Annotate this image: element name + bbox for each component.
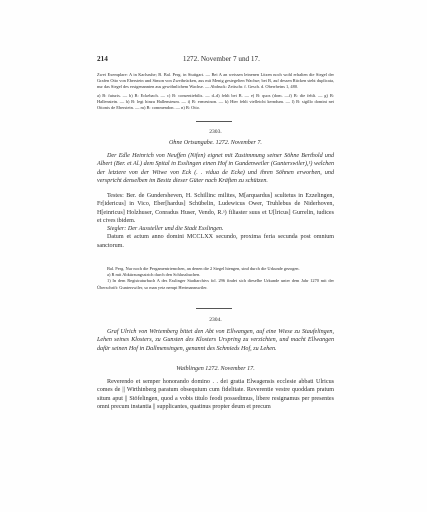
doc-place-date: Ohne Ortsangabe. 1272. November 7. [169, 140, 262, 146]
doc-summary [97, 328, 334, 353]
page-number: 214 [97, 55, 108, 63]
top-note-source: Zwei Exemplare: A in Karlsruhe; B. Bal. Perg. in Stuttgart. — Bei A an weissen leinenen Litzen noch wohl erhalten die Siegel der Grafen Otto von Eberstein und Simon von Zweibrücken, aus mit Menig gesiegelten Wachse; bei B, auf dessen Rücken steht duplicata, nur das Siegel des erstgenannten aus gewöhnlichem Wachse. — Abdruck: Zeitschr. f. Gesch. d. Oberrheins 1, 480. [97, 72, 334, 90]
page-header [97, 55, 335, 63]
doc-note: Bal. Perg. Nur noch die Pergamentriemchen, an denen die 2 Siegel hiengen, sind durch die Urkunde gezogen. [107, 266, 300, 271]
doc-witnesses: Testes: Ber. de Gundersheven, H. Schillinc milites, M[arquardus] scultetus in Ezzelingen, Fr[idericus] in Vico, Eber[hardus] Schübelin, Ludewicus Ower, Truhlebus de Niderhoven, H[einricus] Holzhuser, Conradus Huser, Vendo, R.ᵃ) filiaster suus et U[lricus] Gurrelin, iudices et cives ibidem. [97, 193, 334, 224]
doc-text: Reverendo et semper honorando domino . . dei gratia Elwagensis ecclesie abbati Ulricus comes de || Wirthinberg paratum obsequium cum fidelitate. Reverentie vestre quoddam pratum situm aput || Stöfelingen, quod a vobis titulo feodi possedimus, libere resignamus per presentes omni precum instantia || supplicantes, quatinus propter deum et precum [97, 379, 334, 410]
doc-number: 2303. [209, 129, 222, 135]
top-notes [97, 72, 334, 111]
section-rule [196, 308, 232, 309]
doc-body [97, 192, 334, 250]
doc-note: 1) In dem Registraturbuch A des Esslinger Stadtarchivs fol. 296 findet sich dieselbe Urkunde unter dem Jahr 1270 mit der Überschrift: Gunterswiler, so man yetz nempt Hertmannswiler. [97, 278, 334, 290]
running-title: 1272. November 7 und 17. [182, 55, 260, 63]
doc-number: 2304. [209, 317, 222, 323]
doc-datum: Datum et actum anno domini MCCLXX secundo, proxima feria secunda post omnium sanctorum. [97, 234, 334, 249]
doc-sealer: Siegler: Der Aussteller und die Stadt Esslingen. [107, 226, 224, 233]
doc-body [97, 378, 334, 411]
doc-place-date: Waiblingen 1272. November 17. [176, 366, 255, 372]
doc-notes [97, 266, 334, 291]
top-note-variants: a) B: futuris. — b) B: Eckebach. — c) B: consentiebilis. — d–d) fehlt bei B. — e) B: quos (dom. —f) B: die fehlt. — g) B: Hallenstein. — h) B: legt hinzu Hallensteum. — i) B: ermesinon. — k) Hier fehlt vielleicht kerndum. — l) B: sigillo domini nei Ottonis de Eberstein. — m) B: commendon. — n) B: Otto. [97, 92, 334, 111]
doc-summary-text: Der Edle Heinrich von Neuffen (Nifen) eignet mit Zustimmung seiner Söhne Berthold und Albert (Ber. et Al.) dem Spital in Esslingen einen Hof in Gundenweiler (Gunterswiler),¹) welchen der letztere von der Witwe von Eck (. . vidua de Ecke) und ihren Söhnen erworben, und verspricht denselben im Besitz dieser Güter nach Kräften zu schützen. [97, 153, 334, 184]
section-rule [196, 121, 232, 122]
doc-summary-text: Graf Ulrich von Wirtemberg bittet den Abt von Ellwangen, auf eine Wiese zu Staufelingen, Lehen seines Klosters, zu Gunsten des Klosters Urspring zu verzichten, und macht Ellwangen dafür seinen Hof in Dallmensingen, genannt des Schmieds Hof, zu Lehen. [97, 329, 334, 352]
doc-summary [97, 152, 334, 185]
doc-note: a) R mit Abkürzungsstrich durch den Schlussbuchen. [107, 272, 201, 278]
